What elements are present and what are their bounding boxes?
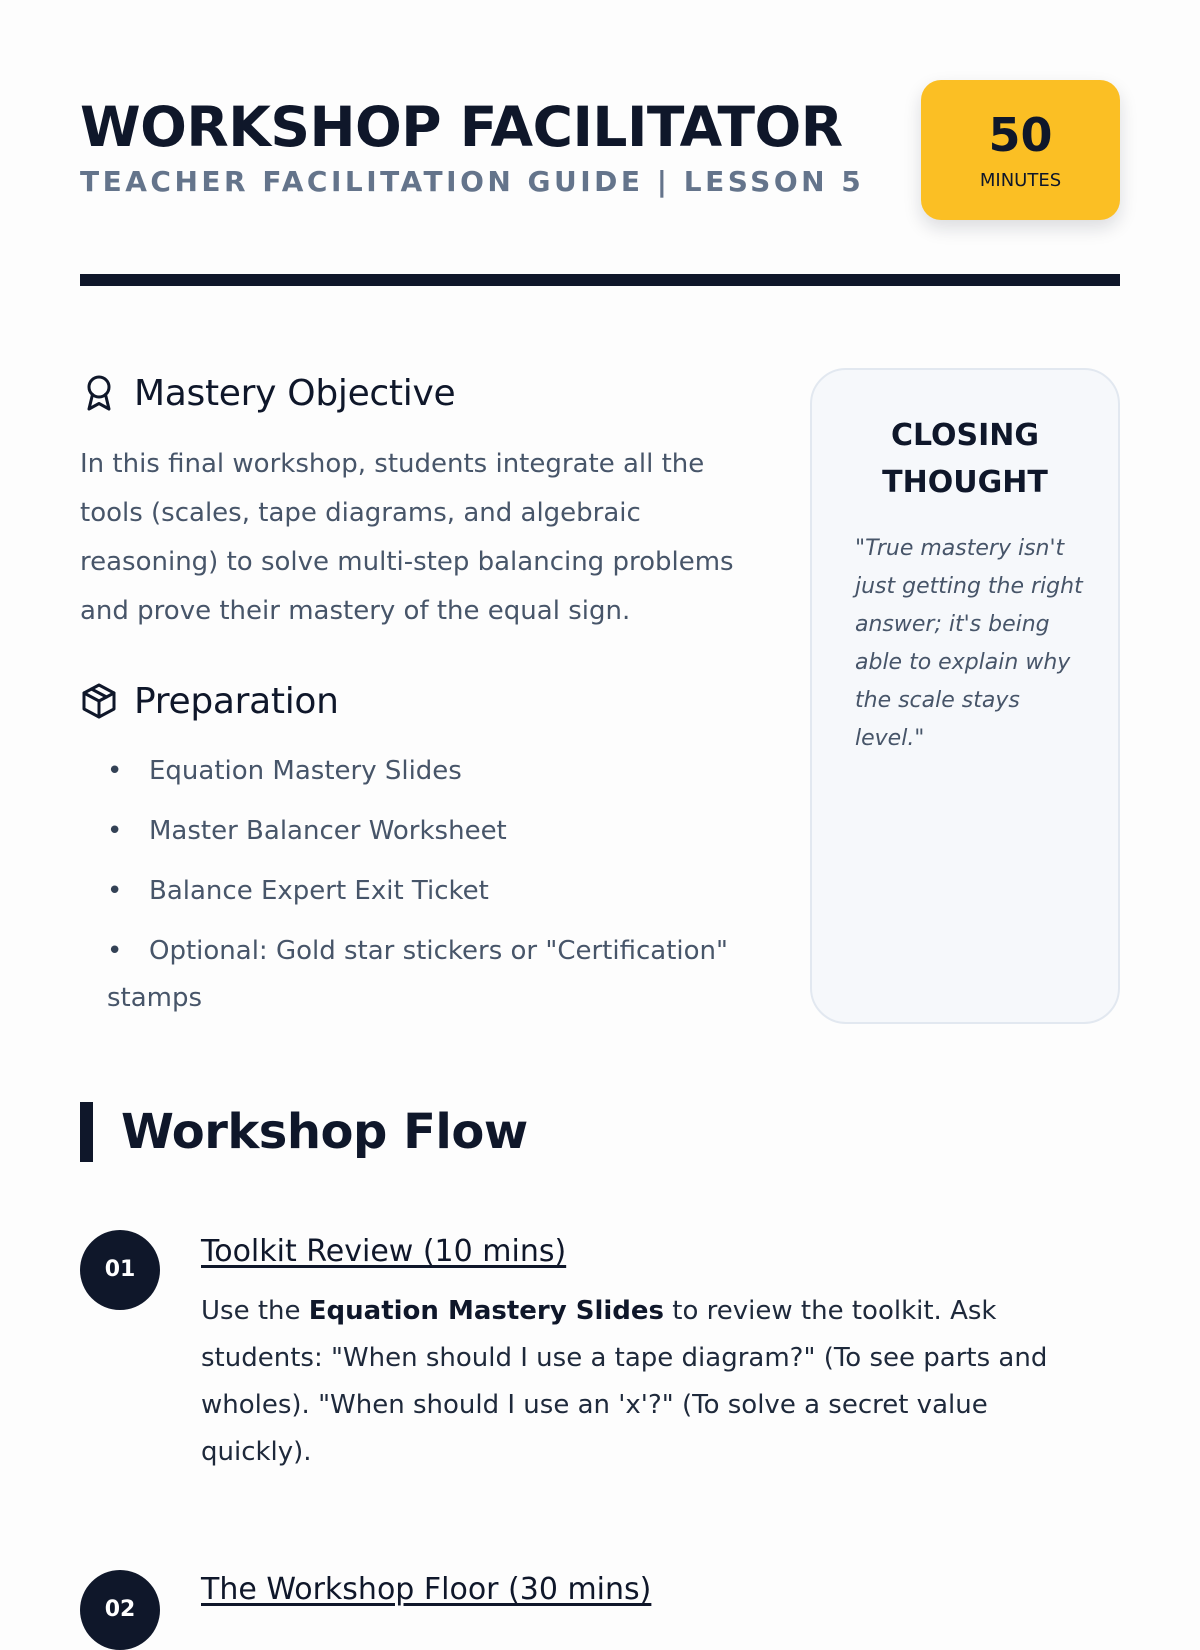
header-divider — [80, 274, 1120, 286]
list-item-label: Optional: Gold star stickers or "Certification" stamps — [107, 936, 728, 1013]
list-item: • Master Balancer Worksheet — [107, 816, 507, 846]
facilitation-guide-page — [80, 0, 1120, 1622]
list-item-label: Equation Mastery Slides — [149, 756, 462, 786]
list-item-label: Balance Expert Exit Ticket — [149, 876, 489, 906]
list-item: • Equation Mastery Slides — [107, 756, 462, 786]
workshop-flow-heading — [80, 1102, 528, 1162]
duration-unit: MINUTES — [979, 170, 1062, 191]
list-item: • Balance Expert Exit Ticket — [107, 876, 489, 906]
resource-name: Equation Mastery Slides — [308, 1296, 665, 1326]
preparation-heading — [80, 676, 339, 726]
step-description: Use the Equation Mastery Slides to review the toolkit. Ask students: "When should I use a tape diagram?" (To see parts and wholes). "When should I use an 'x'?" (To solve a secret value quickly). — [201, 1296, 1048, 1467]
package-box-icon — [80, 682, 118, 720]
closing-thought-card — [810, 368, 1120, 1024]
page-subtitle: TEACHER FACILITATION GUIDE | LESSON 5 — [80, 165, 865, 198]
step-title[interactable]: Toolkit Review (10 mins) — [201, 1234, 567, 1269]
objective-heading — [80, 368, 455, 418]
closing-thought-quote: "True mastery isn't just getting the right answer; it's being able to explain why the scale stays level." — [855, 536, 1083, 751]
preparation-heading-label: Preparation — [134, 680, 339, 722]
duration-value: 50 — [988, 108, 1053, 162]
objective-text: In this final workshop, students integrate all the tools (scales, tape diagrams, and algebraic reasoning) to solve multi-step balancing problems and prove their mastery of the equal sign. — [80, 449, 734, 626]
page-title: WORKSHOP FACILITATOR — [80, 95, 843, 159]
step-title[interactable]: The Workshop Floor (30 mins) — [201, 1572, 652, 1607]
closing-thought-title: CLOSING THOUGHT — [882, 418, 1048, 500]
award-ribbon-icon — [80, 374, 118, 412]
objective-heading-label: Mastery Objective — [134, 372, 456, 414]
list-item-label: Master Balancer Worksheet — [149, 816, 507, 846]
step-number-badge: 01 — [80, 1230, 160, 1310]
duration-badge — [921, 80, 1120, 220]
step-number-badge: 02 — [80, 1570, 160, 1650]
workshop-flow-title: Workshop Flow — [121, 1104, 528, 1160]
preparation-list — [80, 748, 770, 1035]
list-item: • Optional: Gold star stickers or "Certification" stamps — [107, 936, 728, 1013]
heading-accent-bar — [80, 1102, 93, 1162]
